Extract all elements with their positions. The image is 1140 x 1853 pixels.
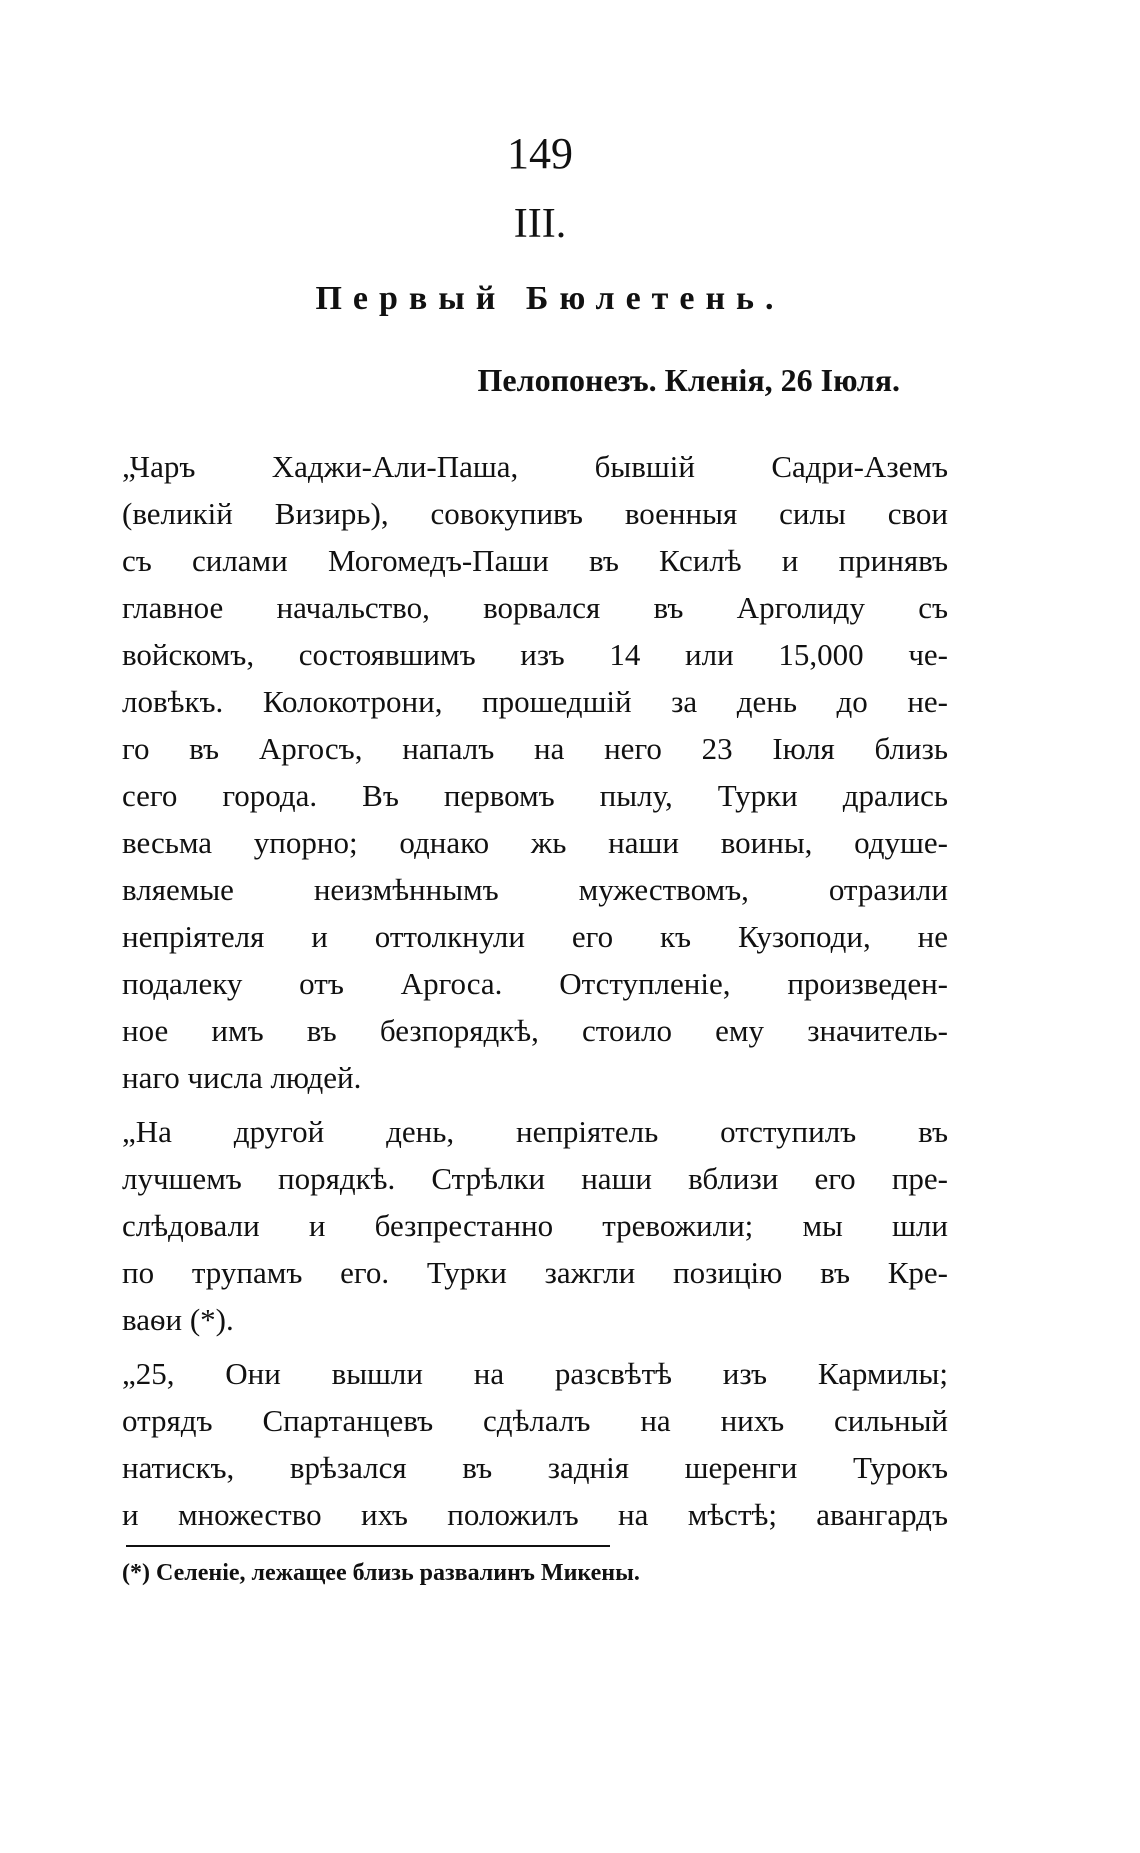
text-line: натискъ, врѣзался въ заднія шеренги Турокъ — [122, 1450, 948, 1485]
footnote-divider — [126, 1545, 610, 1547]
text-line: лучшемъ порядкѣ. Стрѣлки наши вблизи его пре- — [122, 1161, 948, 1196]
text-line: наго числа людей. — [122, 1060, 362, 1095]
text-line: го въ Аргосъ, напалъ на него 23 Іюля близь — [122, 731, 948, 766]
text-line: по трупамъ его. Турки зажгли позицію въ Кре- — [122, 1255, 948, 1290]
text-line: „25, Они вышли на разсвѣтѣ изъ Кармилы; — [122, 1356, 948, 1391]
paragraph-1 — [122, 443, 948, 1101]
text-line: непріятеля и оттолкнули его къ Кузоподи, не — [122, 919, 948, 954]
text-line: ваѳи (*). — [122, 1302, 234, 1337]
text-line: ловѣкъ. Колокотрони, прошедшій за день до не- — [122, 684, 948, 719]
body-text — [122, 443, 948, 1538]
text-line: главное начальство, ворвался въ Арголиду съ — [122, 590, 948, 625]
dateline: Пелопонезъ. Кленія, 26 Іюля. — [477, 362, 900, 398]
page-number: 149 — [507, 129, 573, 178]
text-line: сего города. Въ первомъ пылу, Турки дрались — [122, 778, 948, 813]
footnote: (*) Селеніе, лежащее близь развалинъ Микены. — [122, 1560, 640, 1586]
bulletin-title: Первый Бюлетень. — [315, 280, 785, 317]
paragraph-2 — [122, 1108, 948, 1343]
text-line: „На другой день, непріятель отступилъ въ — [122, 1114, 948, 1149]
text-line: весьма упорно; однако жь наши воины, одуше- — [122, 825, 948, 860]
section-number: III. — [513, 201, 567, 247]
paragraph-gap — [122, 1343, 948, 1350]
text-line: и множество ихъ положилъ на мѣстѣ; авангардъ — [122, 1497, 948, 1532]
text-line: подалеку отъ Аргоса. Отступленіе, произведен- — [122, 966, 948, 1001]
text-line: съ силами Могомедъ-Паши въ Ксилѣ и принявъ — [122, 543, 948, 578]
text-line: отрядъ Спартанцевъ сдѣлалъ на нихъ сильный — [122, 1403, 948, 1438]
text-line: вляемые неизмѣннымъ мужествомъ, отразили — [122, 872, 948, 907]
text-line: ное имъ въ безпорядкѣ, стоило ему значитель- — [122, 1013, 948, 1048]
paragraph-3 — [122, 1350, 948, 1538]
text-line: слѣдовали и безпрестанно тревожили; мы шли — [122, 1208, 948, 1243]
text-line: (великій Визирь), совокупивъ военныя силы свои — [122, 496, 948, 531]
text-line: войскомъ, состоявшимъ изъ 14 или 15,000 че- — [122, 637, 948, 672]
text-line: „Чаръ Хаджи-Али-Паша, бывшій Садри-Аземъ — [122, 449, 948, 484]
paragraph-gap — [122, 1101, 948, 1108]
